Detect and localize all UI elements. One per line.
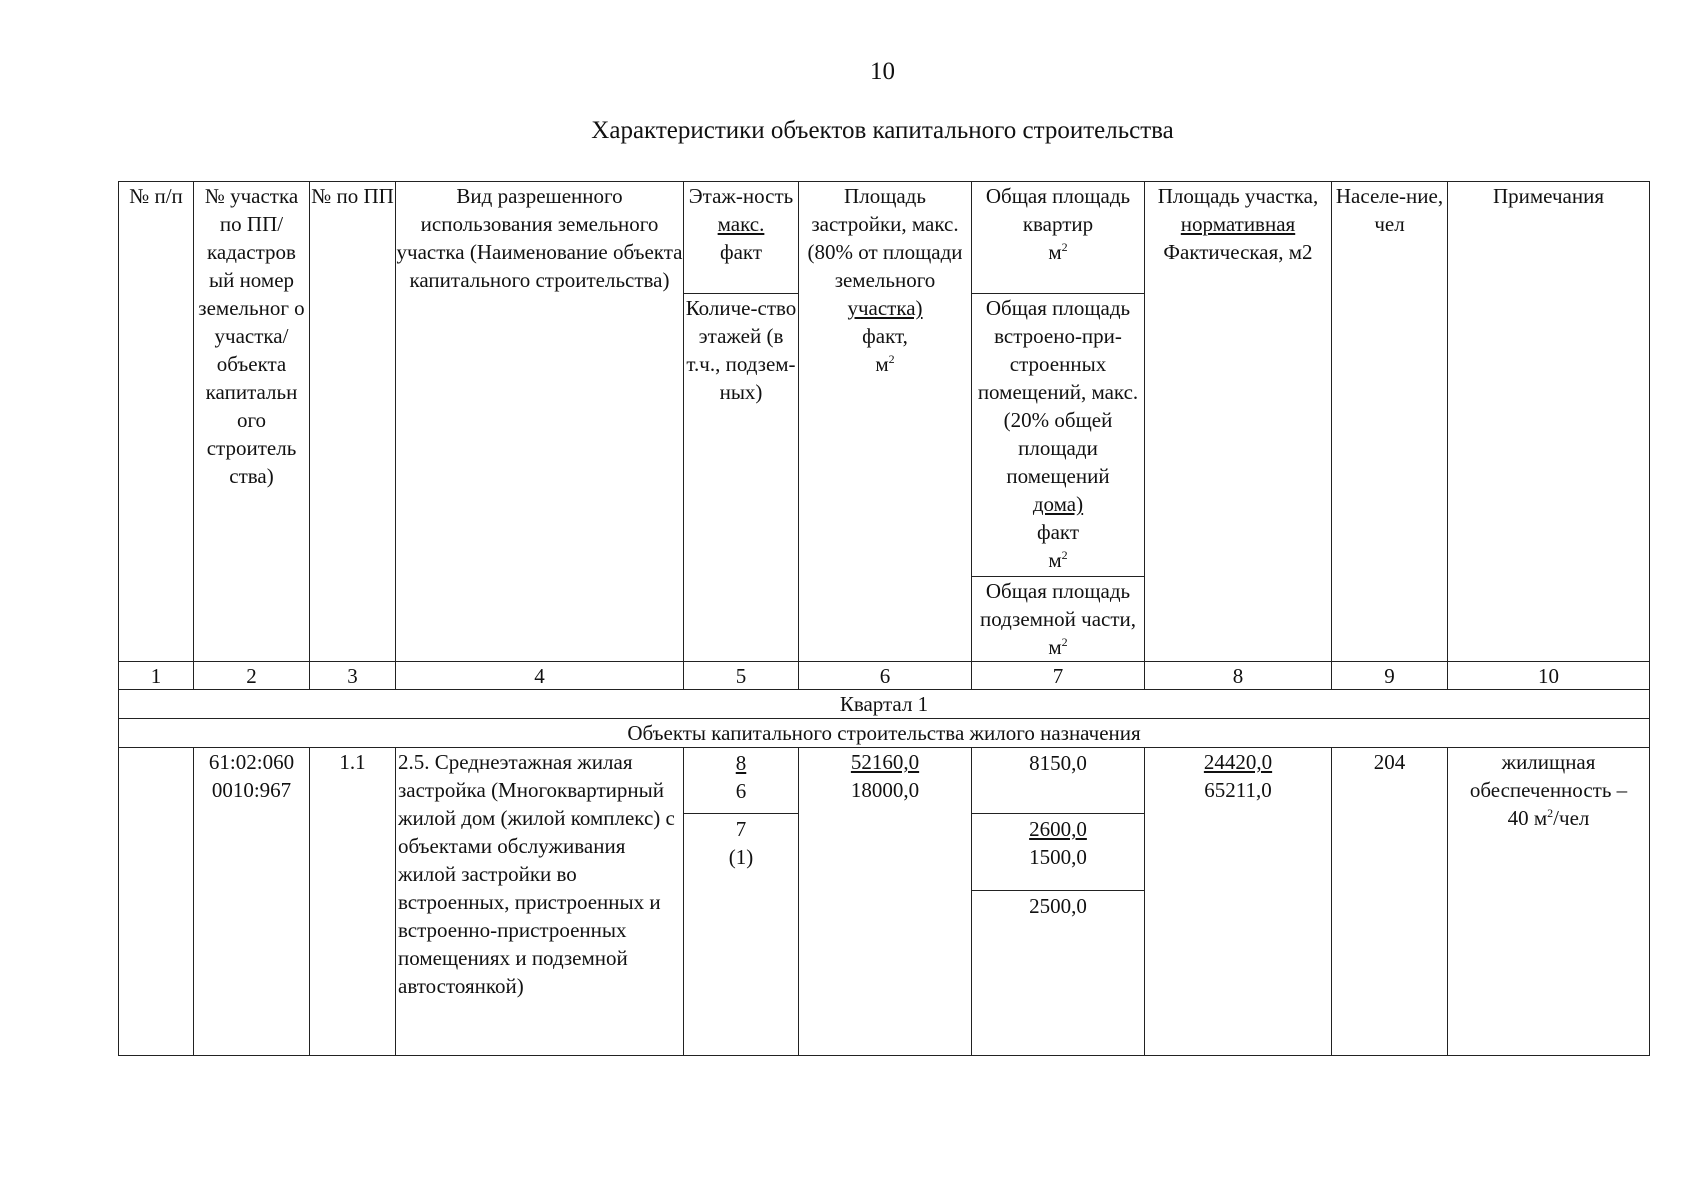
column-number: 5	[684, 662, 799, 690]
header-col-7-top	[972, 182, 1145, 294]
column-numbers-row	[119, 662, 1650, 690]
plot-area-norm-label: нормативная	[1180, 212, 1296, 236]
cell-cadastral-number: 61:02:060 0010:967	[194, 748, 310, 1056]
quarter-band: Квартал 1	[119, 690, 1650, 719]
notes-text: жилищная обеспеченность –	[1469, 750, 1628, 802]
builtin-area-fact-label: факт	[1036, 520, 1080, 544]
apartments-area-value: 8150,0	[1029, 751, 1087, 775]
builtin-area-max-value: 2600,0	[1029, 817, 1087, 841]
cell-notes	[1448, 748, 1650, 1056]
floors-label: Этаж-ность	[688, 184, 794, 208]
builtin-area-values	[972, 813, 1144, 890]
apartments-area-unit: $м^2$	[1048, 240, 1068, 264]
plot-area-label: Площадь участка,	[1157, 184, 1319, 208]
column-number: 2	[194, 662, 310, 690]
header-row	[119, 182, 1650, 294]
notes-value: 40 $м^2$/чел	[1507, 806, 1590, 830]
plot-area-fact-value: 65211,0	[1204, 778, 1272, 802]
header-col-1: № п/п	[119, 182, 194, 662]
header-col-4: Вид разрешенного использования земельного участка (Наименование объекта капитального строительства)	[396, 182, 684, 662]
builtin-area-unit: $м^2$	[1048, 548, 1068, 572]
column-number: 10	[1448, 662, 1650, 690]
column-number: 6	[799, 662, 972, 690]
building-area-label: Площадь застройки, макс. (80% от площади земельного	[807, 184, 963, 292]
header-col-9: Населе-ние, чел	[1332, 182, 1448, 662]
plot-area-fact-label: Фактическая, м2	[1163, 240, 1313, 264]
floors-max-value: 8	[735, 751, 747, 775]
cell-plot-area	[1145, 748, 1332, 1056]
document-title: Характеристики объектов капитального строительства	[591, 117, 1174, 144]
header-col-5-top	[684, 182, 799, 294]
page-number: 10	[870, 58, 895, 85]
building-area-fact-value: 18000,0	[850, 778, 920, 802]
group-band: Объекты капитального строительства жилого назначения	[119, 719, 1650, 748]
characteristics-table	[118, 181, 1650, 1056]
column-number: 7	[972, 662, 1145, 690]
building-area-max-label: участка)	[847, 296, 923, 320]
column-number: 1	[119, 662, 194, 690]
underground-area-value: 2500,0	[972, 890, 1144, 920]
header-col-7-mid	[972, 294, 1145, 577]
floors-max-label: макс.	[717, 212, 765, 236]
building-area-unit: $м^2$	[875, 352, 895, 376]
header-col-5-bottom: Количе-ство этажей (в т.ч., подзем-ных)	[684, 294, 799, 662]
underground-area-unit: $м^2$	[1048, 635, 1068, 659]
building-area-fact-label: факт,	[862, 324, 908, 348]
column-number: 4	[396, 662, 684, 690]
cell-population: 204	[1332, 748, 1448, 1056]
cell-building-area	[799, 748, 972, 1056]
header-col-8	[1145, 182, 1332, 662]
cell-index	[119, 748, 194, 1056]
apartments-area-label: Общая площадь квартир	[985, 184, 1131, 236]
underground-floors-value: (1)	[728, 845, 754, 869]
column-number: 9	[1332, 662, 1448, 690]
floors-fact-label: факт	[719, 240, 763, 264]
column-number: 8	[1145, 662, 1332, 690]
underground-area-label: Общая площадь подземной части,	[979, 579, 1137, 631]
cell-plan-number: 1.1	[310, 748, 396, 1056]
table-row	[119, 748, 1650, 1056]
floors-fact-value: 6	[735, 779, 747, 803]
header-col-2: № участка по ПП/ кадастров ый номер земельног о участка/ объекта капитальн ого строитель ства)	[194, 182, 310, 662]
floor-count-values	[684, 813, 798, 871]
plot-area-norm-value: 24420,0	[1203, 750, 1273, 774]
header-col-6	[799, 182, 972, 662]
floor-count-value: 7	[735, 817, 747, 841]
building-area-max-value: 52160,0	[850, 750, 920, 774]
builtin-area-label: Общая площадь встроено-при-строенных помещений, макс. (20% общей площади помещений	[977, 296, 1139, 488]
header-col-3: № по ПП	[310, 182, 396, 662]
cell-permitted-use: 2.5. Среднеэтажная жилая застройка (Многоквартирный жилой дом (жилой комплекс) с объектами обслуживания жилой застройки во встроенных, пристроенных и встроенно-пристроенных помещениях и подземной автостоянкой)	[396, 748, 684, 1056]
builtin-area-max-label: дома)	[1032, 492, 1084, 516]
header-col-7-bottom	[972, 577, 1145, 662]
builtin-area-fact-value: 1500,0	[1029, 845, 1087, 869]
floors-values	[684, 748, 798, 813]
header-col-10: Примечания	[1448, 182, 1650, 662]
column-number: 3	[310, 662, 396, 690]
